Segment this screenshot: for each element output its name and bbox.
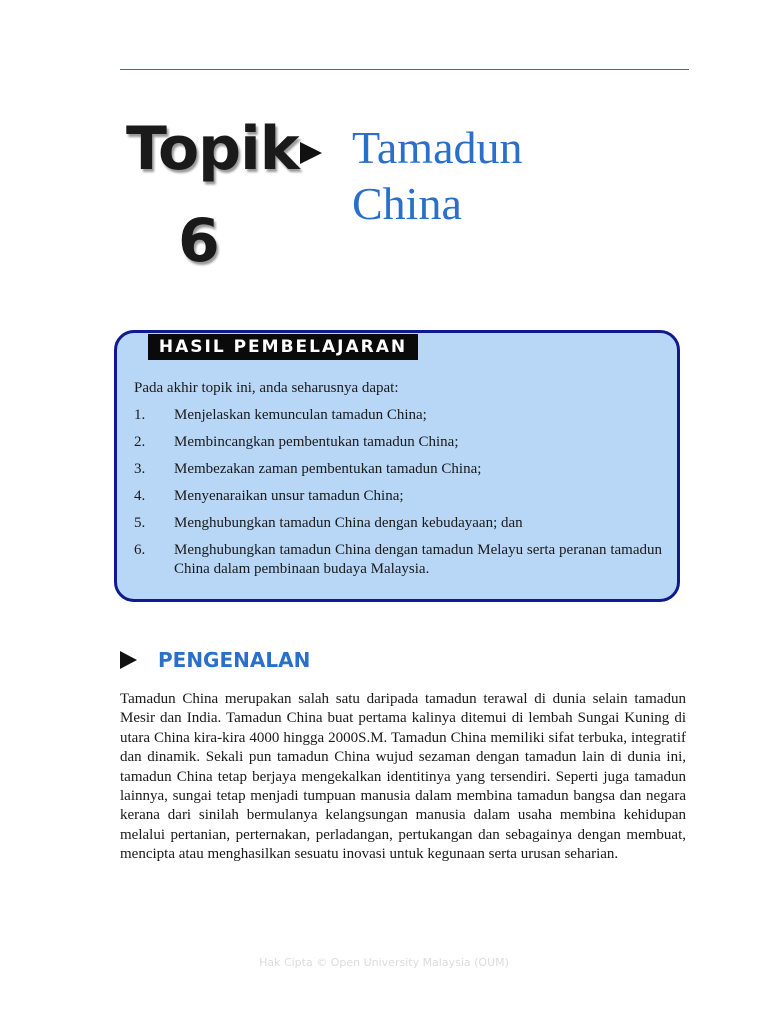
list-item <box>134 406 662 425</box>
topic-number: 6 <box>178 206 220 276</box>
list-item-text: Menghubungkan tamadun China dengan tamadun Melayu serta peranan tamadun China dalam pembinaan budaya Malaysia. <box>174 542 662 577</box>
title-line-1: Tamadun <box>352 122 523 173</box>
list-item-number: 4. <box>134 488 146 504</box>
copyright-footer: Hak Cipta © Open University Malaysia (OUM) <box>259 956 509 969</box>
list-item <box>134 541 662 579</box>
list-item <box>134 514 662 533</box>
page-title <box>352 120 523 232</box>
topic-label <box>120 112 340 292</box>
list-item-text: Menjelaskan kemunculan tamadun China; <box>174 407 427 423</box>
learning-outcomes-list <box>134 406 662 587</box>
list-item-number: 6. <box>134 542 146 558</box>
list-item-number: 1. <box>134 407 146 423</box>
list-item-text: Menghubungkan tamadun China dengan kebudayaan; dan <box>174 515 523 531</box>
list-item-text: Membincangkan pembentukan tamadun China; <box>174 434 459 450</box>
list-item-text: Membezakan zaman pembentukan tamadun China; <box>174 461 482 477</box>
learning-outcomes-heading: HASIL PEMBELAJARAN <box>148 334 418 360</box>
title-line-2: China <box>352 178 462 229</box>
introduction-paragraph: Tamadun China merupakan salah satu daripada tamadun terawal di dunia selain tamadun Mesir dan India. Tamadun China buat pertama kalinya ditemui di lembah Sungai Kuning di utara China kira-kira 4000 hingga 2000S.M. Tamadun China memiliki sifat terbuka, integratif dan dinamik. Sekali pun tamadun China wujud sezaman dengan tamadun lain di dunia ini, tamadun China tetap berjaya mengekalkan identitinya yang tersendiri. Seperti juga tamadun lainnya, sungai tetap menjadi tumpuan manusia dalam membina tamadun bangsa dan negara kerana dari sinilah bermulanya kelangsungan manusia dalam usaha membina kehidupan melalui pertanian, perternakan, perladangan, pertukangan dan sebagainya dengan membuat, mencipta atau menghasilkan sesuatu inovasi untuk kegunaan serta urusan seharian. <box>120 691 686 863</box>
list-item-number: 3. <box>134 461 146 477</box>
list-item <box>134 487 662 506</box>
top-divider <box>120 69 689 70</box>
section-heading-introduction <box>120 646 520 676</box>
list-item <box>134 433 662 452</box>
section-title: PENGENALAN <box>158 648 311 672</box>
list-item-number: 2. <box>134 434 146 450</box>
play-triangle-icon <box>120 651 137 669</box>
list-item-number: 5. <box>134 515 146 531</box>
play-triangle-icon <box>300 142 322 164</box>
learning-outcomes-intro: Pada akhir topik ini, anda seharusnya dapat: <box>134 380 399 396</box>
list-item <box>134 460 662 479</box>
list-item-text: Menyenaraikan unsur tamadun China; <box>174 488 404 504</box>
topic-word: Topik <box>126 114 299 184</box>
